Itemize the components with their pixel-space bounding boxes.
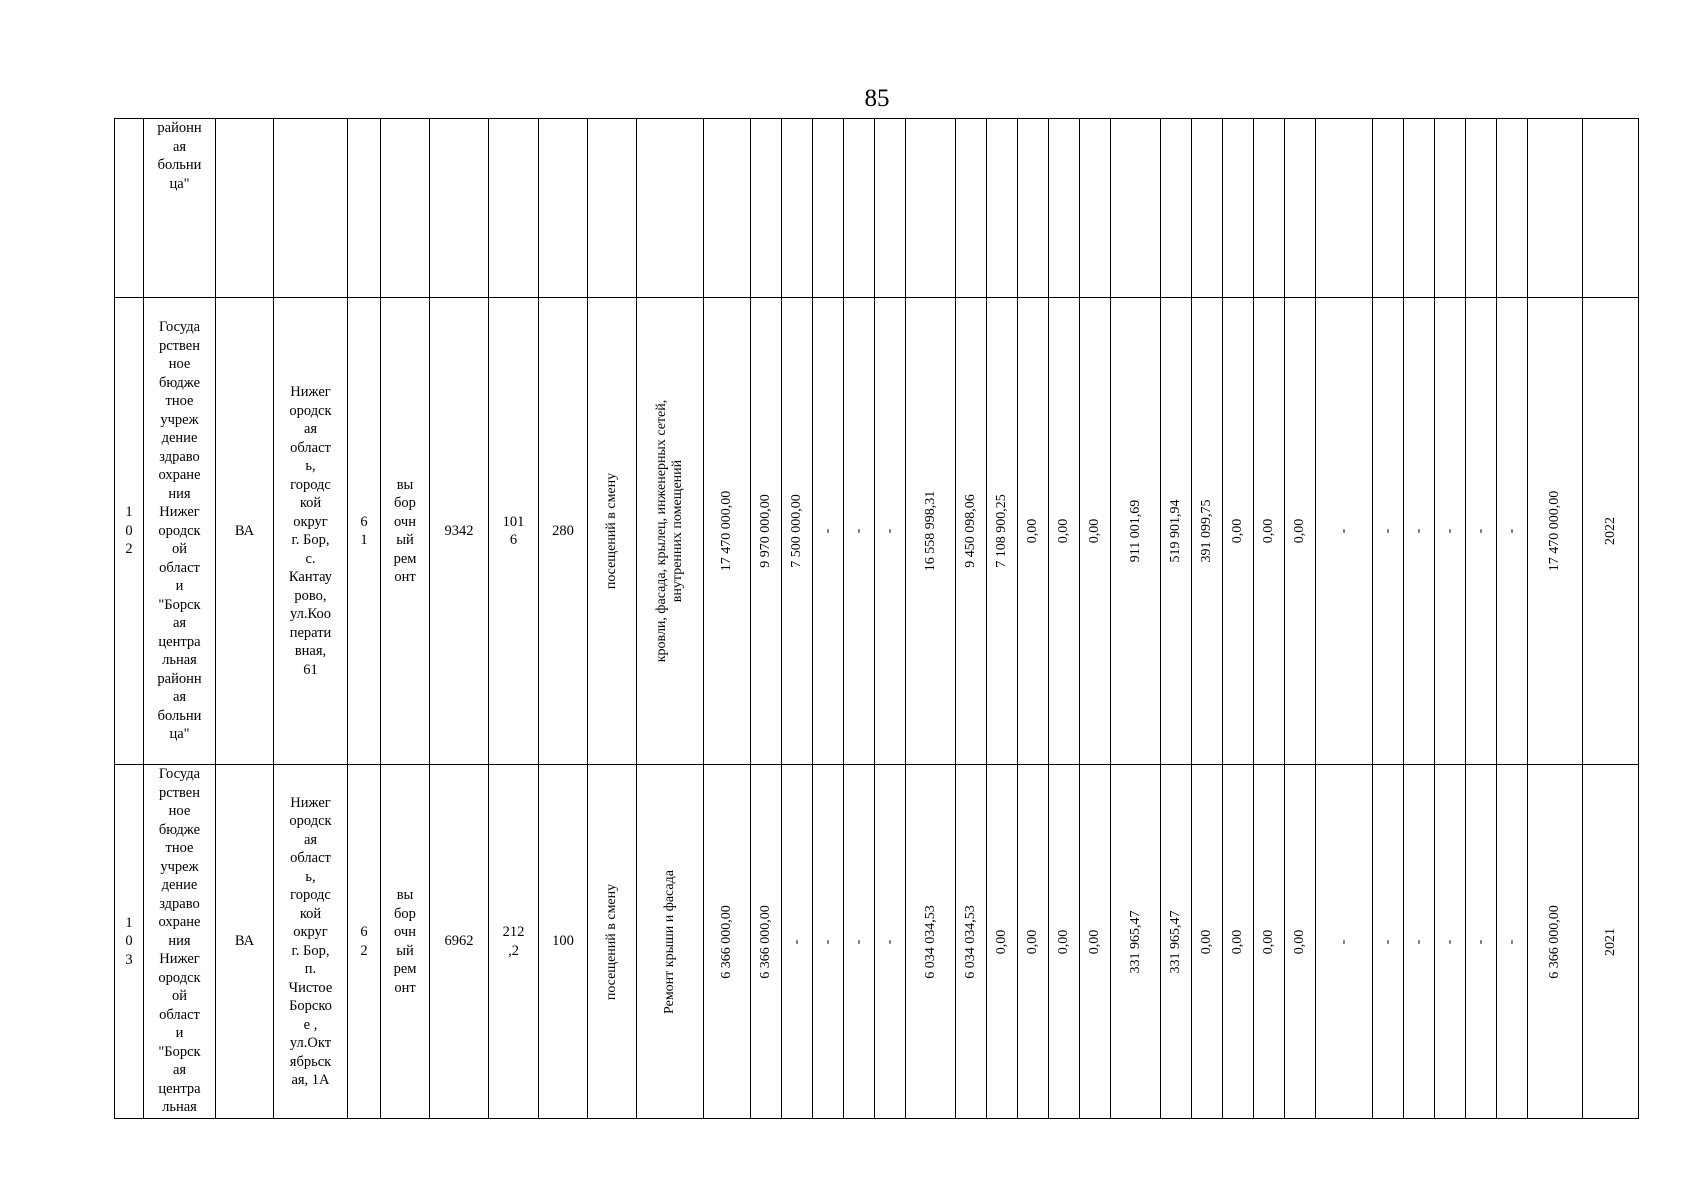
- cell-unit: [588, 119, 637, 298]
- cell-num: 1 0 3: [115, 765, 144, 1119]
- cell-d1: -: [813, 765, 844, 1119]
- cell-r3: 391 099,75: [1192, 298, 1223, 765]
- cell-e6: -: [1497, 298, 1528, 765]
- cell-z3: 0,00: [1080, 765, 1111, 1119]
- repair-program-table: [114, 118, 1639, 1119]
- cell-z2: [1049, 119, 1080, 298]
- cell-z3: [1080, 119, 1111, 298]
- cell-z1: 0,00: [1018, 765, 1049, 1119]
- cell-unit: посещений в смену: [588, 765, 637, 1119]
- cell-e1: [1316, 119, 1373, 298]
- cell-grand-total: 6 366 000,00: [1528, 765, 1583, 1119]
- cell-v1: 6 366 000,00: [751, 765, 782, 1119]
- cell-v1: [751, 119, 782, 298]
- cell-e1: -: [1316, 298, 1373, 765]
- cell-address: [274, 119, 348, 298]
- cell-e5: -: [1466, 765, 1497, 1119]
- page-number: 85: [864, 85, 890, 112]
- cell-num: 1 0 2: [115, 298, 144, 765]
- cell-r1: 331 965,47: [1111, 765, 1161, 1119]
- cell-f1: 16 558 998,31: [906, 298, 956, 765]
- cell-f2: 6 034 034,53: [956, 765, 987, 1119]
- cell-e3: -: [1404, 298, 1435, 765]
- cell-v2: -: [782, 765, 813, 1119]
- cell-e4: [1435, 119, 1466, 298]
- cell-capacity: 101 6: [489, 298, 539, 765]
- cell-address: Нижег ородск ая област ь, городс кой округ г. Бор, с. Кантау рово, ул.Коо перати вная, 61: [274, 298, 348, 765]
- cell-work: кровли, фасада, крылец, инженерных сетей, внутренних помещений: [637, 298, 704, 765]
- cell-r3: [1192, 119, 1223, 298]
- cell-z2: 0,00: [1049, 765, 1080, 1119]
- cell-d3: -: [875, 765, 906, 1119]
- table-row: [115, 298, 1639, 765]
- cell-r1: 911 001,69: [1111, 298, 1161, 765]
- cell-area: 6962: [430, 765, 489, 1119]
- cell-e3: [1404, 119, 1435, 298]
- cell-capacity: 212 ,2: [489, 765, 539, 1119]
- cell-v2: 7 500 000,00: [782, 298, 813, 765]
- cell-area: [430, 119, 489, 298]
- cell-d2: [844, 119, 875, 298]
- cell-organization: [144, 119, 216, 298]
- cell-num: [115, 119, 144, 298]
- cell-address: Нижег ородск ая област ь, городс кой округ г. Бор, п. Чистое Борско е , ул.Окт ябрьск ая, 1А: [274, 765, 348, 1119]
- cell-e1: -: [1316, 765, 1373, 1119]
- cell-grand-total: [1528, 119, 1583, 298]
- cell-z5: [1254, 119, 1285, 298]
- cell-total: [704, 119, 751, 298]
- cell-e6: -: [1497, 765, 1528, 1119]
- cell-area: 9342: [430, 298, 489, 765]
- cell-z6: [1285, 119, 1316, 298]
- cell-z5: 0,00: [1254, 765, 1285, 1119]
- cell-z5: 0,00: [1254, 298, 1285, 765]
- cell-f2: 9 450 098,06: [956, 298, 987, 765]
- cell-f3: 7 108 900,25: [987, 298, 1018, 765]
- cell-f3: [987, 119, 1018, 298]
- cell-z6: 0,00: [1285, 765, 1316, 1119]
- cell-code: ВА: [216, 298, 274, 765]
- cell-r2: 331 965,47: [1161, 765, 1192, 1119]
- cell-r1: [1111, 119, 1161, 298]
- cell-r2: 519 901,94: [1161, 298, 1192, 765]
- cell-e2: [1373, 119, 1404, 298]
- cell-repair-type: [381, 119, 430, 298]
- cell-idx: [348, 119, 381, 298]
- cell-z2: 0,00: [1049, 298, 1080, 765]
- cell-r2: [1161, 119, 1192, 298]
- cell-d2: -: [844, 298, 875, 765]
- cell-year: [1583, 119, 1639, 298]
- cell-organization: Госуда рствен ное бюдже тное учреж дение здраво охране ния Нижег ородск ой област и "Борск ая центра льная районн ая больни ца": [144, 298, 216, 765]
- cell-capacity: [489, 119, 539, 298]
- cell-z1: 0,00: [1018, 298, 1049, 765]
- cell-e6: [1497, 119, 1528, 298]
- cell-z3: 0,00: [1080, 298, 1111, 765]
- cell-d1: [813, 119, 844, 298]
- cell-d1: -: [813, 298, 844, 765]
- cell-grand-total: 17 470 000,00: [1528, 298, 1583, 765]
- cell-repair-type: вы бор очн ый рем онт: [381, 765, 430, 1119]
- cell-d3: [875, 119, 906, 298]
- cell-z6: 0,00: [1285, 298, 1316, 765]
- cell-v1: 9 970 000,00: [751, 298, 782, 765]
- cell-z1: [1018, 119, 1049, 298]
- cell-z4: 0,00: [1223, 298, 1254, 765]
- cell-e2: -: [1373, 765, 1404, 1119]
- cell-year: 2021: [1583, 765, 1639, 1119]
- cell-work: Ремонт крыши и фасада: [637, 765, 704, 1119]
- cell-visits: [539, 119, 588, 298]
- cell-f3: 0,00: [987, 765, 1018, 1119]
- cell-r3: 0,00: [1192, 765, 1223, 1119]
- cell-z4: [1223, 119, 1254, 298]
- cell-visits: 100: [539, 765, 588, 1119]
- cell-code: [216, 119, 274, 298]
- cell-e3: -: [1404, 765, 1435, 1119]
- cell-v2: [782, 119, 813, 298]
- cell-repair-type: вы бор очн ый рем онт: [381, 298, 430, 765]
- cell-year: 2022: [1583, 298, 1639, 765]
- cell-code: ВА: [216, 765, 274, 1119]
- cell-f1: 6 034 034,53: [906, 765, 956, 1119]
- cell-f1: [906, 119, 956, 298]
- cell-e5: [1466, 119, 1497, 298]
- cell-idx: 6 2: [348, 765, 381, 1119]
- cell-e4: -: [1435, 298, 1466, 765]
- cell-e4: -: [1435, 765, 1466, 1119]
- cell-unit: посещений в смену: [588, 298, 637, 765]
- table-row: [115, 119, 1639, 298]
- cell-d2: -: [844, 765, 875, 1119]
- org-text: районн ая больни ца": [157, 120, 202, 192]
- cell-e2: -: [1373, 298, 1404, 765]
- cell-work: [637, 119, 704, 298]
- cell-d3: -: [875, 298, 906, 765]
- cell-organization: Госуда рствен ное бюдже тное учреж дение здраво охране ния Нижег ородск ой област и "Борск ая центра льная: [144, 765, 216, 1119]
- cell-z4: 0,00: [1223, 765, 1254, 1119]
- cell-total: 17 470 000,00: [704, 298, 751, 765]
- cell-total: 6 366 000,00: [704, 765, 751, 1119]
- table-row: [115, 765, 1639, 1119]
- cell-f2: [956, 119, 987, 298]
- cell-idx: 6 1: [348, 298, 381, 765]
- cell-e5: -: [1466, 298, 1497, 765]
- cell-visits: 280: [539, 298, 588, 765]
